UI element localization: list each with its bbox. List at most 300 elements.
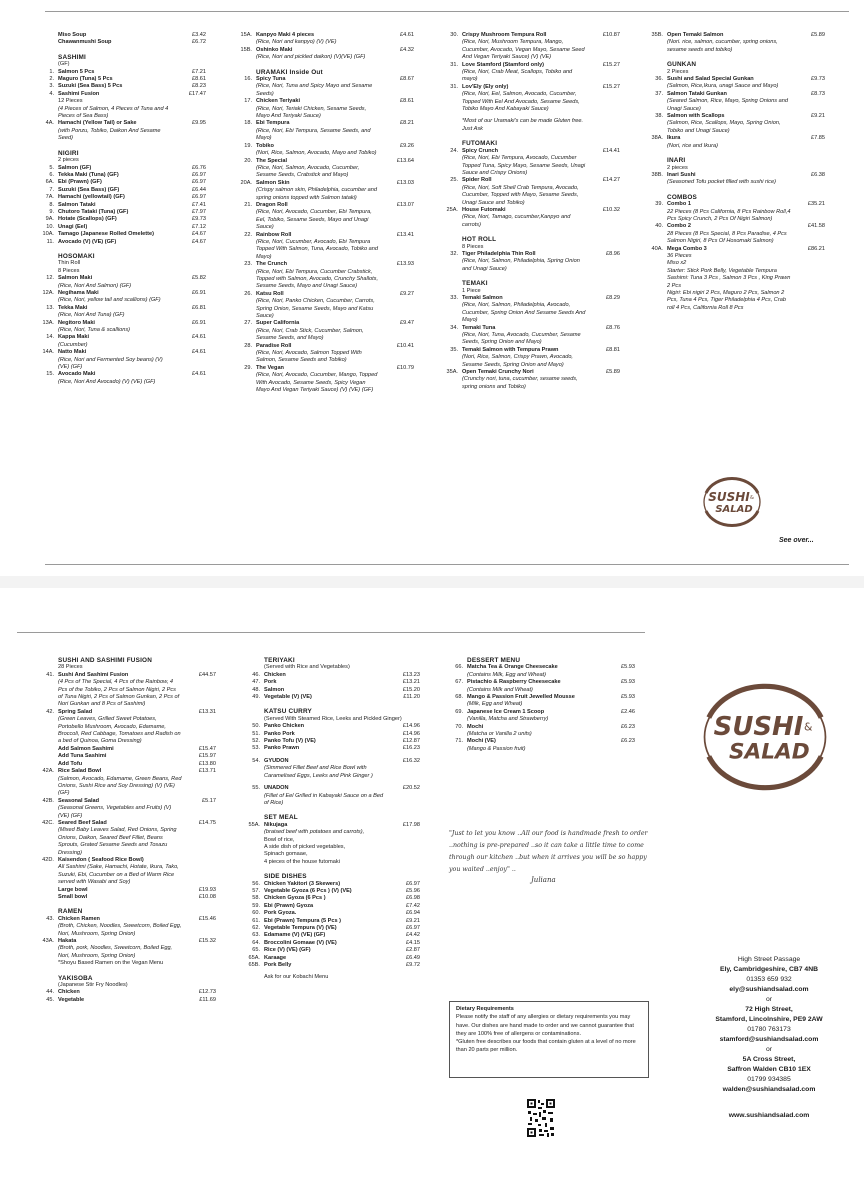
- ely-phone[interactable]: 01353 659 932: [746, 976, 792, 983]
- item-price: £14.41: [602, 147, 620, 154]
- item-description: *Most of our Uramaki's can be made Gluten free. Just Ask: [462, 118, 584, 132]
- item-name: Chicken Yakitori (3 Skewers): [264, 880, 341, 887]
- menu-item: [242, 962, 420, 969]
- item-description: (Rice, Nori and pickled daikon) (V)(VE) (GF): [256, 54, 366, 61]
- menu-item: [645, 113, 825, 120]
- item-name: Chicken Teriyaki: [256, 98, 301, 105]
- item-number: 35A.: [446, 369, 458, 376]
- item-number: 43.: [46, 915, 54, 922]
- item-number: 67.: [455, 679, 463, 686]
- item-description: (Rice, Nori, Ebi Tempura, Avocado, Cucumber Topped Tuna, Spicy Mayo, Sesame Seeds, Unagi Sauce and Crispy Onions): [462, 155, 586, 176]
- item-price: £15.46: [198, 915, 216, 922]
- item-price: £14.75: [198, 819, 216, 826]
- section-heading: RAMEN: [58, 908, 83, 916]
- section-heading: SASHIMI: [58, 53, 87, 61]
- item-name: Love Stamford (Stamford only): [462, 61, 545, 68]
- item-price: £6.44: [192, 186, 206, 193]
- item-name: Super California: [256, 320, 300, 327]
- item-name: Mochi: [467, 723, 484, 730]
- menu-item: [645, 32, 825, 39]
- item-price: £9.47: [400, 320, 414, 327]
- section-note: Spinach gomaae,: [264, 851, 308, 858]
- item-name: Ebi (Prawn) Gyoza: [264, 902, 314, 909]
- item-number: 25A.: [446, 206, 458, 213]
- item-number: 23.: [244, 261, 252, 268]
- item-name: Negihama Maki: [58, 290, 99, 296]
- item-price: £86.21: [807, 245, 825, 252]
- item-description: (Salmon, Avocado, Edamame, Green Beans, Red Onions, Sushi Rice and Soy Dressing) (V) (VE) (GF): [58, 775, 182, 797]
- menu-item: [36, 989, 216, 996]
- item-number: 47.: [252, 679, 260, 686]
- item-description: (4 Pieces of Salmon, 4 Pieces of Tuna and 4 Pieces of Sea Bass): [58, 105, 169, 120]
- item-number: 60.: [252, 910, 260, 917]
- item-price: £9.73: [811, 76, 825, 83]
- item-name: Oshinko Maki: [256, 46, 293, 53]
- item-price: £5.17: [202, 797, 216, 804]
- item-name: Salmon Skin: [256, 179, 290, 186]
- item-price: £8.21: [400, 120, 414, 127]
- menu-item: [242, 694, 420, 701]
- stamford-address-2: Stamford, Lincolnshire, PE9 2AW: [715, 1016, 823, 1023]
- item-price: £13.07: [396, 201, 414, 208]
- item-description: (Seared Salmon, Rice, Mayo, Spring Onions and Unagi Sauce): [667, 98, 788, 112]
- menu-item: [234, 47, 414, 54]
- item-price: £6.97: [406, 925, 420, 931]
- item-number: 61.: [252, 917, 260, 924]
- sushi-salad-logo: [702, 477, 762, 532]
- item-price: £8.81: [606, 346, 620, 353]
- item-name: Vegetable Gyoza (6 Pcs ) (V) (VE): [264, 887, 352, 894]
- item-number: 53.: [252, 745, 260, 752]
- item-name: Hamachi (Yellow Tail) or Sake: [58, 120, 137, 127]
- section-note: 8 Pieces: [462, 243, 484, 250]
- section-heading: URAMAKI Inside Out: [256, 68, 323, 76]
- item-number: 36.: [655, 76, 663, 83]
- menu-column-2: [242, 650, 420, 982]
- item-name: Chutoro Tataki (Tuna) (GF): [58, 208, 129, 215]
- item-description: (Rice, Nori, Salmon, Philadelphia, Avocado, Cucumber, Spring Onion And Sesame Seeds And Mayo): [462, 302, 586, 324]
- item-name: Tekka Maki (Tuna) (GF): [58, 171, 119, 178]
- item-description: (Rice, Nori, Mushroom Tempura, Mango, Cucumber, Avocado, Vegan Mayo, Sesame Seed And Vegan Teriyaki Sauce) (V) (VE): [462, 39, 585, 61]
- item-price: £16.32: [402, 757, 420, 764]
- item-price: £5.89: [606, 369, 620, 376]
- item-name: Tiger Philadelphia Thin Roll: [462, 250, 536, 257]
- item-description: All Sashimi (Sake, Hamachi, Hotate, Ikura, Tako, Suzuki, Ebi, Cucumber on a Bed of Warm Rice served with Wasabi and Soy): [58, 864, 179, 886]
- menu-column-3: [440, 32, 620, 391]
- item-price: £5.89: [811, 32, 825, 38]
- menu-item: [36, 709, 216, 716]
- menu-item: [36, 997, 216, 1004]
- walden-address-1: 5A Cross Street,: [742, 1056, 796, 1063]
- menu-item: [242, 723, 420, 730]
- item-price: £13.21: [402, 679, 420, 686]
- menu-item: [242, 925, 420, 932]
- item-number: 65B.: [248, 962, 260, 969]
- chef-quote: "Just to let you know ..All our food is handmade fresh to order ..nothing is pre-prepared ..so it can take a little time to come through our kitchen ..but when it arrives you will be so happy you waited ..enjoy" ..: [449, 830, 648, 873]
- item-price: £15.27: [602, 83, 620, 90]
- item-price: £4.67: [192, 238, 206, 245]
- item-name: Spicy Crunch: [462, 147, 499, 154]
- menu-item: [242, 679, 420, 686]
- menu-column-1: [36, 32, 206, 386]
- menu-item: [440, 148, 620, 155]
- item-name: Chicken Ramen: [58, 915, 100, 922]
- item-number: 49.: [252, 694, 260, 701]
- section-heading: HOSOMAKI: [58, 252, 95, 260]
- item-name: Ebi (Prawn) (GF): [58, 179, 102, 186]
- item-price: £9.27: [400, 290, 414, 297]
- menu-item: [234, 232, 414, 239]
- item-description: (Rice, Nori, Tuna & scallions): [58, 327, 131, 334]
- menu-item: [242, 738, 420, 745]
- item-name: Open Temaki Crunchy Nori: [462, 369, 534, 376]
- item-name: Add Tofu: [58, 760, 83, 767]
- item-number: 54.: [252, 757, 260, 764]
- item-number: 41.: [46, 671, 54, 678]
- menu-item: [445, 709, 635, 716]
- item-name: Broccolini Gomaae (V) (VE): [264, 939, 337, 946]
- menu-item: [440, 207, 620, 214]
- gluten-note: *Gluten free describes our foods that contain gluten at a level of no more than 20 parts per million.: [456, 1039, 636, 1054]
- item-number: 70.: [455, 723, 463, 730]
- menu-item: [36, 349, 206, 356]
- item-description: (Salmon, Rice,Ikura, unagi Sauce and Mayo): [667, 83, 779, 90]
- item-name: Suzuki (Sea Bass) 5 Pcs: [58, 83, 123, 90]
- item-number: 4.: [49, 90, 54, 97]
- item-name: Maguro (Tuna) 5 Pcs: [58, 76, 113, 83]
- item-name: Add Tuna Sashimi: [58, 753, 107, 760]
- menu-item: [36, 320, 206, 327]
- item-name: Edamame (V) (VE) (GF): [264, 932, 326, 939]
- item-name: Add Salmon Sashimi: [58, 745, 114, 752]
- item-price: £12.73: [198, 989, 216, 996]
- item-number: 29.: [244, 364, 252, 371]
- item-description: (Contains Milk, Egg and Wheat): [467, 671, 546, 678]
- section-note: (Japanese Stir Fry Noodles): [58, 982, 128, 989]
- item-number: 9A.: [45, 216, 54, 223]
- item-price: £6.91: [192, 319, 206, 326]
- menu-item: [234, 365, 414, 372]
- logo-text-2: SALAD: [728, 739, 810, 765]
- item-name: Sashimi Fusion: [58, 90, 100, 97]
- item-description: (braised beef with potatoes and carrots),: [264, 829, 365, 836]
- menu-item: [234, 320, 414, 327]
- menu-item: [36, 290, 206, 297]
- item-number: 38.: [655, 113, 663, 120]
- item-price: £7.12: [192, 223, 206, 230]
- item-description: (Rice, Nori and kanpyo) (V) (VE): [256, 39, 337, 46]
- item-number: 37.: [655, 90, 663, 97]
- item-number: 62.: [252, 925, 260, 931]
- item-price: £7.21: [192, 68, 206, 75]
- ely-email[interactable]: ely@sushiandsalad.com: [729, 986, 809, 993]
- item-name: Hotate (Scallops) (GF): [58, 216, 117, 223]
- item-price: £4.32: [400, 46, 414, 53]
- stamford-email[interactable]: stamford@sushiandsalad.com: [719, 1036, 819, 1043]
- menu-item: [36, 371, 206, 378]
- section-note: *Shoyu Based Ramen on the Vegan Menu: [58, 960, 164, 967]
- item-price: £14.96: [402, 723, 420, 730]
- item-price: £6.76: [192, 164, 206, 171]
- menu-item: [242, 785, 420, 792]
- walden-phone[interactable]: 01799 934385: [747, 1076, 791, 1083]
- section-note: 8 Pieces: [58, 267, 80, 274]
- section-heading: YAKISOBA: [58, 974, 93, 982]
- item-price: £6.38: [811, 171, 825, 178]
- menu-item: [242, 903, 420, 910]
- qr-code-icon: [526, 1098, 556, 1143]
- dietary-text: Please notify the staff of any allergies or dietary requirements you may have. Our dishes are hand made to order and we cannot guarantee that they are 100% free of allergens or contaminations.: [456, 1014, 634, 1037]
- menu-item: [36, 179, 206, 186]
- item-description: (with Ponzu, Tobiko, Daikon And Sesame Seed): [58, 127, 161, 142]
- item-price: £14.27: [602, 177, 620, 184]
- item-price: £6.49: [406, 954, 420, 961]
- item-name: Salmon (GF): [58, 164, 92, 171]
- menu-column-1: [36, 650, 216, 1004]
- section-heading: SIDE DISHES: [264, 873, 307, 881]
- item-description: (Mango & Passion fruit): [467, 745, 526, 752]
- item-name: Rice (V) (VE) (GF): [264, 947, 311, 954]
- item-name: Vegetable: [58, 996, 85, 1003]
- item-number: 18.: [244, 120, 252, 127]
- page-separator: [0, 576, 864, 588]
- item-description: (Rice, Nori, yellow tail and scallions) (GF): [58, 297, 161, 304]
- item-description: Miso x2: [667, 260, 687, 267]
- item-description: (Crunchy nori, tuna, cucumber, sesame seeds, spring onions and Tobiko): [462, 376, 578, 390]
- item-price: £9.73: [192, 216, 206, 223]
- item-price: £15.32: [198, 938, 216, 945]
- item-description: (Rice, Nori, Avocado, Cucumber, Mango, Topped With Avocado, Sesame Seeds, Spicy Vegan Mayo And Vegan Teriyaki Sauce) (V) (VE) (GF): [256, 372, 378, 394]
- item-number: 45.: [46, 996, 54, 1003]
- menu-item: [242, 932, 420, 939]
- menu-item: [234, 180, 414, 187]
- item-price: £5.93: [621, 664, 635, 671]
- menu-item: [242, 955, 420, 962]
- item-description: (Broth, pork, Noodles, Sweetcorn, Boiled Egg, Nori, Mushroom, Spring Onion): [58, 945, 173, 959]
- logo-text-1: SUSHI: [713, 711, 804, 742]
- menu-item: [234, 343, 414, 350]
- item-number: 2.: [49, 76, 54, 83]
- item-name: Chicken: [58, 989, 80, 996]
- item-name: Salmon with Scallops: [667, 113, 725, 120]
- item-name: Temaki Salmon with Tempura Prawn: [462, 346, 559, 353]
- menu-item: [234, 143, 414, 150]
- item-description: (Rice, Nori, Tuna and Spicy Mayo and Sesame Seeds): [256, 83, 373, 97]
- menu-item: [36, 305, 206, 312]
- item-name: Salmon Tataki Gunkan: [667, 90, 727, 97]
- item-price: £11.69: [199, 996, 216, 1003]
- menu-item: [36, 894, 216, 901]
- item-number: 40A.: [651, 245, 663, 252]
- item-description: (Crispy salmon skin, Philadelphia, cucumber and spring onions topped with Salmon tataki): [256, 187, 377, 201]
- menu-item: [242, 822, 420, 829]
- item-price: £5.93: [621, 694, 635, 701]
- item-price: £4.67: [192, 231, 206, 238]
- menu-item: [36, 798, 216, 805]
- item-description: (Milk, Egg and Wheat): [467, 701, 523, 708]
- section-heading: GUNKAN: [667, 61, 697, 69]
- menu-item: [645, 246, 825, 253]
- item-price: £8.23: [192, 83, 206, 90]
- item-name: Chicken: [264, 671, 286, 678]
- item-price: £8.67: [400, 76, 414, 83]
- item-name: Combo 1: [667, 201, 691, 208]
- item-price: £8.61: [400, 98, 414, 105]
- section-note: Thin Roll: [58, 260, 81, 267]
- item-number: 15.: [46, 371, 54, 378]
- item-name: Pork Gyoza.: [264, 910, 297, 917]
- website-link[interactable]: www.sushiandsalad.com: [728, 1112, 810, 1119]
- item-number: 42.: [46, 708, 54, 715]
- item-price: £6.97: [192, 179, 206, 186]
- item-price: £13.71: [198, 768, 216, 775]
- item-name: Chawanmushi Soup: [58, 39, 112, 46]
- item-number: 3.: [49, 83, 54, 90]
- item-number: 39.: [655, 201, 663, 208]
- section-note: 4 pieces of the house futomaki: [264, 858, 340, 865]
- sushi-salad-logo-large: [700, 683, 830, 796]
- menu-item: [242, 731, 420, 738]
- item-name: House Futomaki: [462, 206, 506, 213]
- item-price: £9.21: [406, 917, 420, 924]
- item-name: Hamachi (yellowtail) (GF): [58, 194, 125, 201]
- menu-item: [645, 201, 825, 208]
- item-name: Katsu Roll: [256, 290, 284, 297]
- item-price: £4.61: [192, 371, 206, 378]
- item-number: 34.: [450, 324, 458, 331]
- item-name: Natto Maki: [58, 349, 87, 356]
- item-price: £8.76: [606, 324, 620, 331]
- menu-item: [36, 275, 206, 282]
- item-description: (Fillet of Eel Grilled in Kabayaki Sauce on a Bed of Rice): [264, 792, 384, 806]
- item-number: 7A.: [45, 194, 54, 201]
- item-name: Hakata: [58, 938, 77, 945]
- menu-item: [242, 940, 420, 947]
- section-heading: TEMAKI: [462, 280, 488, 288]
- menu-item: [36, 216, 206, 223]
- menu-item: [445, 738, 635, 745]
- ely-address-1: High Street Passage: [737, 956, 801, 963]
- item-description: (Contains Milk and Wheat): [467, 686, 533, 693]
- item-name: GYUDON: [264, 757, 289, 764]
- item-price: £16.23: [402, 745, 420, 752]
- item-name: Panko Tofu (V) (VE): [264, 738, 316, 745]
- contact-info: [683, 955, 855, 1121]
- section-note: 28 Pieces: [58, 664, 83, 671]
- item-number: 28.: [244, 342, 252, 349]
- item-number: 12A.: [42, 290, 54, 296]
- item-number: 42A.: [42, 768, 54, 775]
- item-name: Ikura: [667, 135, 681, 142]
- item-price: £35.21: [807, 201, 825, 208]
- menu-item: [242, 895, 420, 902]
- item-number: 57.: [252, 887, 260, 894]
- item-description: (Rice, Nori And Tuna) (GF): [58, 312, 125, 319]
- item-description: (Rice, Nori, Avocado, Cucumber, Ebi Tempura, Eel, Tobiko, Sesame Seeds, Mayo and Unagi Sauce): [256, 209, 372, 231]
- item-name: Suzuki (Sea Bass) (GF): [58, 186, 120, 193]
- item-number: 14.: [46, 334, 54, 341]
- item-price: £7.97: [192, 208, 206, 215]
- item-price: £4.61: [192, 334, 206, 341]
- item-description: (Rice, Nori, Ebi Tempura, Cucumber Crabstick, Topped with Salmon, Avocado, Crunchy Shallots, Sesame Seeds, Mayo and Unagi Sauce): [256, 268, 378, 290]
- menu-column-3: [445, 650, 635, 753]
- menu-item: [36, 69, 206, 76]
- section-heading: KATSU CURRY: [264, 708, 312, 716]
- or-separator: or: [765, 1046, 773, 1053]
- item-price: £15.97: [198, 753, 216, 760]
- item-description: 36 Pieces: [667, 252, 692, 259]
- item-description: (Nori, Rice, Salmon, Crispy Prawn, Avocado, Sesame Seeds, Spring Onion and Mayo): [462, 354, 573, 368]
- item-number: 40.: [655, 223, 663, 230]
- walden-address-2: Saffron Walden CB10 1EX: [727, 1066, 811, 1073]
- item-number: 55.: [252, 785, 260, 792]
- menu-item: [234, 158, 414, 165]
- item-number: 11.: [46, 238, 54, 245]
- item-number: 51.: [252, 730, 260, 737]
- item-description: (Rice, Nori, Tamago, cucumber,Kanpyo and carrots): [462, 214, 571, 228]
- item-description: 28 Pieces (8 Pcs Special, 8 Pcs Paradise, 4 Pcs Salmon Nigiri, 8 Pcs Of Hosomaki Salmon): [667, 230, 787, 245]
- item-name: The Special: [256, 157, 288, 164]
- item-number: 35B.: [651, 32, 663, 38]
- item-number: 42C.: [42, 819, 54, 826]
- item-name: Avocado Maki: [58, 371, 96, 378]
- item-name: Unagi (Eel): [58, 223, 88, 230]
- menu-item: [36, 768, 216, 775]
- walden-email[interactable]: walden@sushiandsalad.com: [722, 1086, 816, 1093]
- item-price: £6.23: [621, 738, 635, 745]
- item-price: £17.98: [402, 821, 420, 828]
- item-description: (Rice, Nori, Crab Meat, Scallops, Tobiko and mayo): [462, 69, 573, 83]
- item-description: (Matcha or Vanilla 2 units): [467, 731, 532, 738]
- stamford-address-1: 72 High Street,: [745, 1006, 793, 1013]
- menu-item: [234, 120, 414, 127]
- item-description: (Rice, Nori, Eel, Salmon, Avocado, Cucumber, Topped With Eel And Avocado, Sesame Seeds, Tobiko Mayo And Kabayaki Sauce): [462, 91, 580, 113]
- menu-item: [242, 947, 420, 954]
- item-name: Kanpyo Maki 4 pieces: [256, 32, 315, 38]
- item-price: £9.26: [400, 142, 414, 149]
- item-number: 27.: [244, 320, 252, 327]
- menu-item: [36, 746, 216, 753]
- top-rule: [45, 11, 849, 12]
- menu-item: [440, 369, 620, 376]
- item-description: (Nori, rice and Ikura): [667, 142, 718, 149]
- section-heading: INARI: [667, 157, 686, 165]
- item-name: Pork: [264, 679, 277, 686]
- dietary-title: Dietary Requirements: [456, 1006, 514, 1012]
- item-name: Kappa Maki: [58, 334, 90, 341]
- item-name: Spicy Tuna: [256, 76, 286, 83]
- item-price: £9.95: [192, 120, 206, 127]
- item-number: 65.: [252, 947, 260, 954]
- item-price: £4.42: [406, 932, 420, 939]
- stamford-phone[interactable]: 01780 763173: [747, 1026, 791, 1033]
- item-name: Spring Salad: [58, 708, 93, 715]
- item-number: 19.: [244, 142, 252, 149]
- item-number: 21.: [244, 201, 252, 208]
- item-name: Crispy Mushroom Tempura Roll: [462, 32, 547, 38]
- menu-item: [36, 187, 206, 194]
- item-name: Mochi (VE): [467, 738, 496, 745]
- item-description: (Vanilla, Matcha and Strawberry): [467, 716, 549, 723]
- menu-item: [36, 76, 206, 83]
- item-price: £10.08: [198, 894, 216, 900]
- item-name: Tekka Maki: [58, 304, 88, 311]
- item-number: 10.: [46, 223, 54, 230]
- item-description: (Rice, Nori, Avocado, Salmon Topped With Salmon, Sesame Seeds and Tobiko): [256, 350, 362, 364]
- item-name: Large bowl: [58, 886, 88, 893]
- item-description: (Rice, Nori and Fermented Soy beans) (V) (VE) (GF): [58, 356, 163, 371]
- item-name: Panko Pork: [264, 730, 295, 737]
